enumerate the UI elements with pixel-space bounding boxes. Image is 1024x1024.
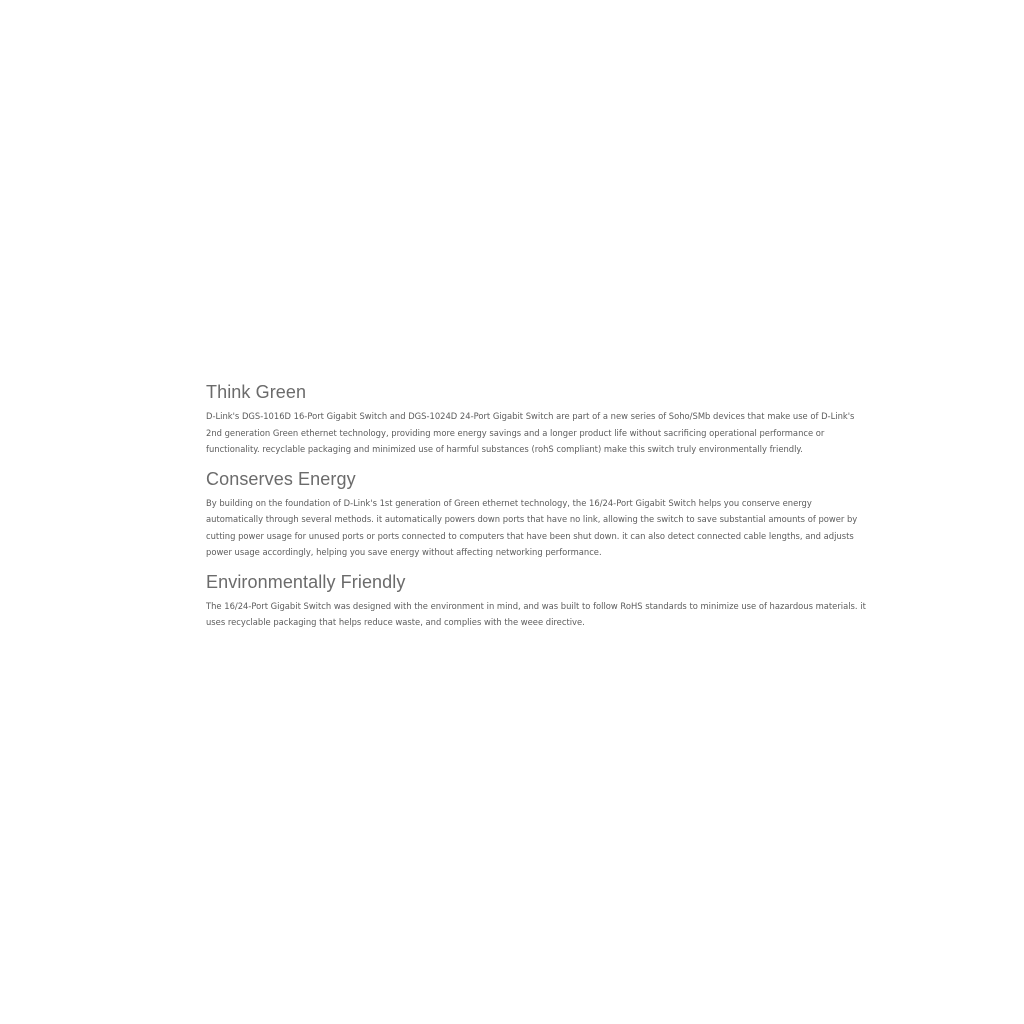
section-body: D-Link's DGS-1016D 16-Port Gigabit Switch and DGS-1024D 24-Port Gigabit Switch are part of a new series of Soho/SMb devices that make use of D-Link's 2nd generation Green ethernet technology, providing more energy savings and a longer product life without sacrificing operational performance or functionality. recyclable packaging and minimized use of harmful substances (rohS compliant) make this switch truly environmentally friendly.: [206, 411, 855, 454]
section-body: By building on the foundation of D-Link's 1st generation of Green ethernet technology, the 16/24-Port Gigabit Switch helps you conserve energy automatically through several methods. it automatically powers down ports that have no link, allowing the switch to save substantial amounts of power by cutting power usage for unused ports or ports connected to computers that have been shut down. it can also detect connected cable lengths, and adjusts power usage accordingly, helping you save energy without affecting networking performance.: [206, 497, 858, 557]
section-think-green: [206, 380, 866, 458]
section-title: Conserves Energy: [206, 468, 356, 489]
section-conserves-energy: [206, 467, 866, 561]
section-title: Environmentally Friendly: [206, 571, 406, 592]
document-content: [206, 380, 866, 631]
section-body: The 16/24-Port Gigabit Switch was designed with the environment in mind, and was built to follow RoHS standards to minimize use of hazardous materials. it uses recyclable packaging that helps reduce waste, and complies with the weee directive.: [206, 600, 866, 627]
section-environmentally-friendly: [206, 570, 866, 631]
section-title: Think Green: [206, 382, 307, 402]
